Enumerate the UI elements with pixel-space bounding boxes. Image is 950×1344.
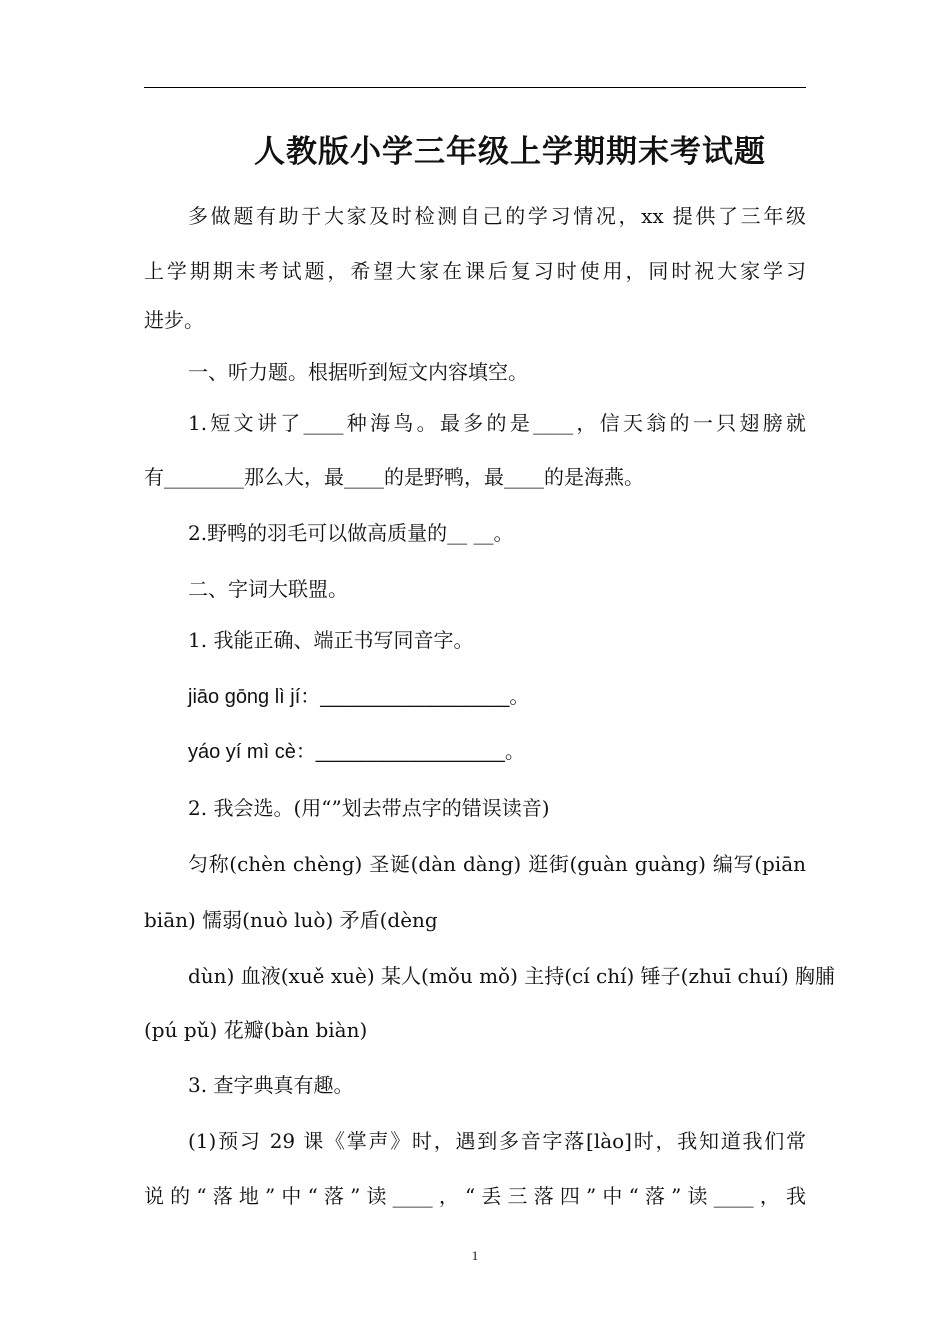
question-line: 2.野鸭的羽毛可以做高质量的__ __。 bbox=[188, 521, 514, 545]
intro-line-3: 进步。 bbox=[144, 308, 204, 332]
intro-line-2: 上学期期末考试题，希望大家在课后复习时使用，同时祝大家学习 bbox=[144, 259, 806, 283]
pronunciation-line: 匀称(chèn chèng) 圣诞(dàn dàng) 逛街(guàn guàng) 编写(piān bbox=[188, 852, 806, 876]
section-heading-listening: 一、听力题。根据听到短文内容填空。 bbox=[188, 360, 528, 384]
pinyin-question: jiāo gōng lì jí：_________________。 bbox=[188, 686, 530, 708]
document-title: 人教版小学三年级上学期期末考试题 bbox=[254, 134, 766, 170]
question-line: 1.短文讲了____种海鸟。最多的是____，信天翁的一只翅膀就 bbox=[188, 411, 806, 435]
header-rule bbox=[144, 87, 806, 88]
pronunciation-line: dùn) 血液(xuě xuè) 某人(mǒu mǒ) 主持(cí chí) 锤子(zhuī chuí) 胸脯 bbox=[188, 964, 836, 988]
page-number: 1 bbox=[471, 1248, 479, 1263]
question-line: 2. 我会选。(用“”划去带点字的错误读音) bbox=[188, 796, 550, 820]
section-heading-vocabulary: 二、字词大联盟。 bbox=[188, 577, 348, 601]
question-line: 说的“落地”中“落”读____，“丢三落四”中“落”读____，我 bbox=[144, 1184, 806, 1208]
question-line: 有________那么大，最____的是野鸭，最____的是海燕。 bbox=[144, 465, 644, 489]
question-line: 1. 我能正确、端正书写同音字。 bbox=[188, 628, 474, 652]
question-line: (1)预习 29 课《掌声》时，遇到多音字落[lào]时，我知道我们常 bbox=[188, 1129, 806, 1153]
pronunciation-line: biān) 懦弱(nuò luò) 矛盾(dèng bbox=[144, 908, 438, 932]
pronunciation-line: (pú pǔ) 花瓣(bàn biàn) bbox=[144, 1018, 368, 1042]
question-line: 3. 查字典真有趣。 bbox=[188, 1073, 354, 1097]
intro-line-1: 多做题有助于大家及时检测自己的学习情况，xx 提供了三年级 bbox=[188, 204, 806, 228]
pinyin-question: yáo yí mì cè：_________________。 bbox=[188, 741, 525, 763]
